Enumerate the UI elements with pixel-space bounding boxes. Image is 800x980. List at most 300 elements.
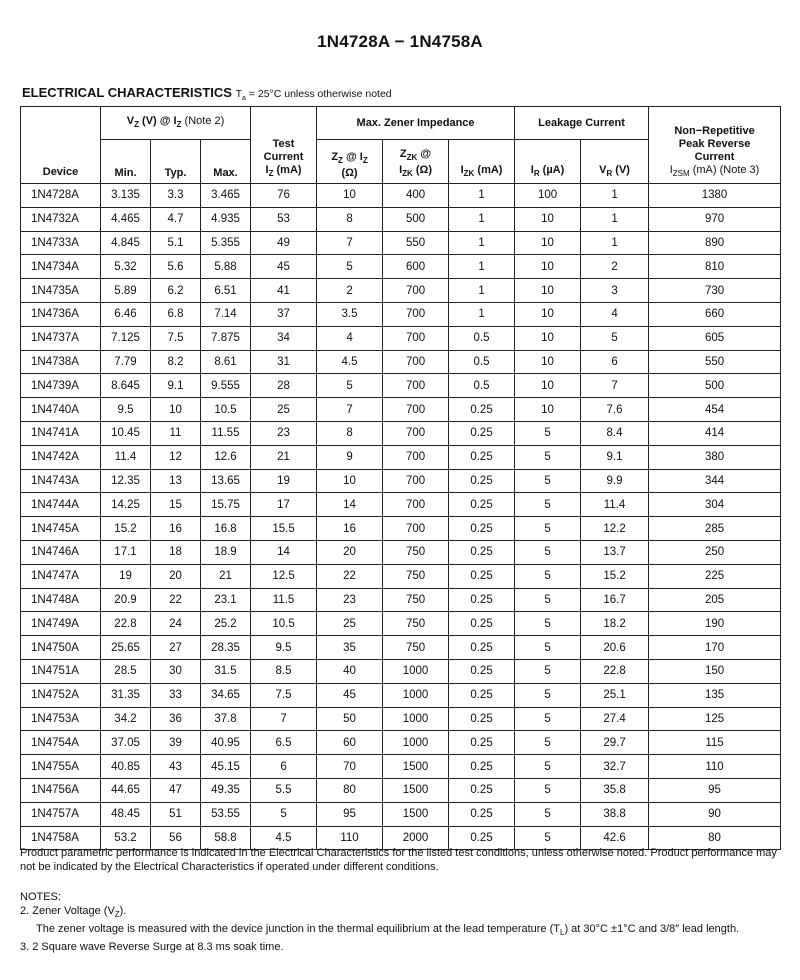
table-cell: 0.5 (449, 350, 515, 374)
table-cell: 95 (649, 778, 781, 802)
table-cell: 41 (251, 279, 317, 303)
table-cell: 32.7 (581, 755, 649, 779)
table-cell: 380 (649, 445, 781, 469)
table-row (21, 683, 781, 707)
table-cell: 6 (251, 755, 317, 779)
table-cell: 750 (383, 636, 449, 660)
table-cell: 7.79 (101, 350, 151, 374)
device-cell: 1N4743A (21, 469, 101, 493)
table-cell: 285 (649, 517, 781, 541)
table-cell: 12.5 (251, 564, 317, 588)
table-cell: 1 (449, 184, 515, 208)
table-cell: 10 (515, 374, 581, 398)
table-cell: 10 (515, 255, 581, 279)
table-cell: 49.35 (201, 778, 251, 802)
table-cell: 18 (151, 540, 201, 564)
table-cell: 6.5 (251, 731, 317, 755)
table-cell: 0.25 (449, 826, 515, 850)
table-cell: 0.25 (449, 398, 515, 422)
table-row (21, 731, 781, 755)
table-cell: 6.8 (151, 302, 201, 326)
table-cell: 5 (515, 493, 581, 517)
table-row (21, 588, 781, 612)
table-cell: 6.46 (101, 302, 151, 326)
table-cell: 70 (317, 755, 383, 779)
table-cell: 37.05 (101, 731, 151, 755)
table-cell: 205 (649, 588, 781, 612)
table-cell: 100 (515, 184, 581, 208)
table-cell: 414 (649, 421, 781, 445)
table-cell: 38.8 (581, 802, 649, 826)
table-cell: 3.3 (151, 184, 201, 208)
table-cell: 700 (383, 398, 449, 422)
table-cell: 700 (383, 421, 449, 445)
table-cell: 5.88 (201, 255, 251, 279)
table-row (21, 421, 781, 445)
table-cell: 12 (151, 445, 201, 469)
table-cell: 5.89 (101, 279, 151, 303)
table-cell: 5 (515, 469, 581, 493)
table-cell: 22 (317, 564, 383, 588)
table-cell: 9.1 (151, 374, 201, 398)
table-cell: 14 (251, 540, 317, 564)
table-row (21, 231, 781, 255)
table-cell: 5 (515, 612, 581, 636)
table-cell: 14 (317, 493, 383, 517)
table-cell: 970 (649, 207, 781, 231)
table-cell: 3 (581, 279, 649, 303)
table-row (21, 374, 781, 398)
table-cell: 37.8 (201, 707, 251, 731)
table-cell: 90 (649, 802, 781, 826)
table-cell: 31 (251, 350, 317, 374)
table-cell: 11 (151, 421, 201, 445)
col-typ: Typ. (151, 140, 201, 184)
device-cell: 1N4750A (21, 636, 101, 660)
table-cell: 7.6 (581, 398, 649, 422)
table-cell: 27.4 (581, 707, 649, 731)
col-max: Max. (201, 140, 251, 184)
table-cell: 11.4 (581, 493, 649, 517)
table-cell: 500 (383, 207, 449, 231)
table-cell: 5 (515, 778, 581, 802)
table-cell: 4 (581, 302, 649, 326)
table-cell: 5 (317, 255, 383, 279)
table-cell: 28.5 (101, 659, 151, 683)
table-cell: 37 (251, 302, 317, 326)
device-cell: 1N4756A (21, 778, 101, 802)
table-cell: 170 (649, 636, 781, 660)
table-cell: 8.2 (151, 350, 201, 374)
table-cell: 5.5 (251, 778, 317, 802)
table-cell: 5 (515, 588, 581, 612)
table-cell: 700 (383, 517, 449, 541)
table-cell: 19 (101, 564, 151, 588)
table-cell: 24 (151, 612, 201, 636)
table-cell: 1 (449, 231, 515, 255)
table-cell: 25.1 (581, 683, 649, 707)
table-cell: 4 (317, 326, 383, 350)
table-row (21, 540, 781, 564)
table-cell: 5.355 (201, 231, 251, 255)
table-cell: 1500 (383, 802, 449, 826)
table-cell: 0.5 (449, 326, 515, 350)
device-cell: 1N4735A (21, 279, 101, 303)
table-cell: 750 (383, 588, 449, 612)
table-cell: 0.25 (449, 588, 515, 612)
device-cell: 1N4755A (21, 755, 101, 779)
table-cell: 16 (151, 517, 201, 541)
table-cell: 10 (515, 231, 581, 255)
note-2-detail: The zener voltage is measured with the device junction in the thermal equilibrium at the lead temperature $(T_L)$ at 30°C ±1°C and 3/8″ lead length. (36, 923, 740, 938)
table-cell: 48.45 (101, 802, 151, 826)
table-cell: 1000 (383, 731, 449, 755)
table-cell: 58.8 (201, 826, 251, 850)
table-cell: 225 (649, 564, 781, 588)
table-cell: 10.5 (251, 612, 317, 636)
table-cell: 600 (383, 255, 449, 279)
table-cell: 12.6 (201, 445, 251, 469)
device-cell: 1N4745A (21, 517, 101, 541)
table-cell: 25.65 (101, 636, 151, 660)
table-cell: 10 (515, 302, 581, 326)
table-cell: 0.5 (449, 374, 515, 398)
col-group-vz: $V_Z$ (V) @ $I_Z$ (Note 2) (101, 107, 251, 140)
table-cell: 7.14 (201, 302, 251, 326)
table-cell: 10 (515, 326, 581, 350)
col-zzk: $Z_{ZK}$ @ $I_{ZK}$ (Ω) (383, 140, 449, 184)
table-row (21, 279, 781, 303)
table-cell: 2000 (383, 826, 449, 850)
note-3: 3. 2 Square wave Reverse Surge at 8.3 ms soak time. (20, 941, 284, 954)
col-peak-reverse-current: Non−Repetitive Peak Reverse Current $I_{ZSM}$ (mA) (Note 3) (649, 107, 781, 184)
table-cell: 1 (449, 302, 515, 326)
table-row (21, 326, 781, 350)
table-cell: 3.135 (101, 184, 151, 208)
table-cell: 0.25 (449, 659, 515, 683)
table-cell: 20 (151, 564, 201, 588)
device-cell: 1N4737A (21, 326, 101, 350)
table-cell: 700 (383, 326, 449, 350)
table-cell: 125 (649, 707, 781, 731)
table-cell: 30 (151, 659, 201, 683)
col-group-leakage: Leakage Current (515, 107, 649, 140)
table-row (21, 612, 781, 636)
device-cell: 1N4747A (21, 564, 101, 588)
table-cell: 10 (515, 350, 581, 374)
table-cell: 550 (383, 231, 449, 255)
table-cell: 190 (649, 612, 781, 636)
document-title: 1N4728A − 1N4758A (317, 32, 483, 51)
table-cell: 8 (317, 207, 383, 231)
table-cell: 28 (251, 374, 317, 398)
table-cell: 5 (581, 326, 649, 350)
table-cell: 20.9 (101, 588, 151, 612)
table-cell: 135 (649, 683, 781, 707)
table-cell: 23.1 (201, 588, 251, 612)
table-cell: 0.25 (449, 731, 515, 755)
table-cell: 4.845 (101, 231, 151, 255)
table-cell: 1 (581, 184, 649, 208)
table-cell: 7.5 (151, 326, 201, 350)
table-cell: 7 (251, 707, 317, 731)
table-cell: 16 (317, 517, 383, 541)
table-cell: 0.25 (449, 517, 515, 541)
table-cell: 34.2 (101, 707, 151, 731)
table-cell: 5 (515, 683, 581, 707)
device-cell: 1N4749A (21, 612, 101, 636)
table-cell: 53 (251, 207, 317, 231)
table-cell: 2 (581, 255, 649, 279)
table-cell: 11.55 (201, 421, 251, 445)
table-cell: 80 (649, 826, 781, 850)
table-cell: 5 (515, 636, 581, 660)
table-cell: 9.5 (101, 398, 151, 422)
table-cell: 15.2 (101, 517, 151, 541)
section-condition: $T_a = 25^\circ C$ unless otherwise noted (235, 88, 392, 103)
device-cell: 1N4736A (21, 302, 101, 326)
device-cell: 1N4732A (21, 207, 101, 231)
table-cell: 3.465 (201, 184, 251, 208)
table-cell: 1 (449, 207, 515, 231)
table-cell: 39 (151, 731, 201, 755)
table-cell: 10 (515, 279, 581, 303)
device-cell: 1N4741A (21, 421, 101, 445)
device-cell: 1N4744A (21, 493, 101, 517)
table-cell: 700 (383, 374, 449, 398)
table-cell: 2 (317, 279, 383, 303)
col-device: Device (21, 107, 101, 184)
table-cell: 17.1 (101, 540, 151, 564)
table-cell: 11.5 (251, 588, 317, 612)
table-cell: 10 (317, 469, 383, 493)
table-row (21, 636, 781, 660)
table-cell: 21 (251, 445, 317, 469)
table-cell: 730 (649, 279, 781, 303)
table-cell: 16.7 (581, 588, 649, 612)
table-cell: 21 (201, 564, 251, 588)
table-row (21, 302, 781, 326)
table-cell: 42.6 (581, 826, 649, 850)
table-cell: 40 (317, 659, 383, 683)
table-cell: 0.25 (449, 707, 515, 731)
table-cell: 1000 (383, 683, 449, 707)
table-cell: 344 (649, 469, 781, 493)
table-cell: 110 (649, 755, 781, 779)
table-row (21, 707, 781, 731)
table-cell: 1500 (383, 755, 449, 779)
table-row (21, 469, 781, 493)
table-cell: 40.85 (101, 755, 151, 779)
table-cell: 20 (317, 540, 383, 564)
table-cell: 16.8 (201, 517, 251, 541)
notes-title: NOTES: (20, 891, 61, 903)
table-cell: 22.8 (581, 659, 649, 683)
table-cell: 4.7 (151, 207, 201, 231)
table-row (21, 778, 781, 802)
table-cell: 5 (515, 707, 581, 731)
table-cell: 18.2 (581, 612, 649, 636)
table-row (21, 802, 781, 826)
col-ir: $I_R$ (µA) (515, 140, 581, 184)
section-heading (22, 85, 392, 102)
table-cell: 15.75 (201, 493, 251, 517)
table-cell: 9 (317, 445, 383, 469)
table-cell: 17 (251, 493, 317, 517)
col-test-current: Test Current $I_Z$ (mA) (251, 107, 317, 184)
table-cell: 10 (515, 207, 581, 231)
table-cell: 8.645 (101, 374, 151, 398)
table-cell: 95 (317, 802, 383, 826)
device-cell: 1N4751A (21, 659, 101, 683)
table-cell: 45 (317, 683, 383, 707)
table-cell: 5 (515, 517, 581, 541)
notes-section (20, 890, 785, 954)
table-cell: 0.25 (449, 540, 515, 564)
table-cell: 60 (317, 731, 383, 755)
table-cell: 13.7 (581, 540, 649, 564)
table-row (21, 445, 781, 469)
device-cell: 1N4740A (21, 398, 101, 422)
table-cell: 53.55 (201, 802, 251, 826)
table-cell: 10.45 (101, 421, 151, 445)
table-cell: 5 (515, 731, 581, 755)
table-cell: 25.2 (201, 612, 251, 636)
table-cell: 8.61 (201, 350, 251, 374)
table-cell: 53.2 (101, 826, 151, 850)
device-cell: 1N4734A (21, 255, 101, 279)
table-body (21, 184, 781, 850)
table-cell: 5.1 (151, 231, 201, 255)
table-cell: 660 (649, 302, 781, 326)
table-row (21, 207, 781, 231)
electrical-characteristics-table (20, 106, 781, 850)
table-cell: 1 (581, 231, 649, 255)
table-row (21, 398, 781, 422)
table-cell: 304 (649, 493, 781, 517)
table-cell: 700 (383, 469, 449, 493)
table-cell: 6.51 (201, 279, 251, 303)
table-cell: 5 (317, 374, 383, 398)
table-cell: 890 (649, 231, 781, 255)
table-cell: 20.6 (581, 636, 649, 660)
table-cell: 10 (317, 184, 383, 208)
table-cell: 6 (581, 350, 649, 374)
table-cell: 13 (151, 469, 201, 493)
table-row (21, 659, 781, 683)
table-cell: 4.5 (251, 826, 317, 850)
table-cell: 45.15 (201, 755, 251, 779)
table-cell: 10 (151, 398, 201, 422)
table-cell: 12.35 (101, 469, 151, 493)
table-cell: 0.25 (449, 612, 515, 636)
table-row (21, 350, 781, 374)
table-cell: 9.9 (581, 469, 649, 493)
table-cell: 22.8 (101, 612, 151, 636)
table-cell: 19 (251, 469, 317, 493)
table-cell: 454 (649, 398, 781, 422)
table-cell: 5.32 (101, 255, 151, 279)
table-cell: 5 (515, 826, 581, 850)
device-cell: 1N4728A (21, 184, 101, 208)
table-cell: 10.5 (201, 398, 251, 422)
table-cell: 15.2 (581, 564, 649, 588)
table-cell: 1500 (383, 778, 449, 802)
table-cell: 5 (515, 540, 581, 564)
table-cell: 750 (383, 612, 449, 636)
table-cell: 33 (151, 683, 201, 707)
table-cell: 51 (151, 802, 201, 826)
table-cell: 4.5 (317, 350, 383, 374)
table-cell: 550 (649, 350, 781, 374)
device-cell: 1N4746A (21, 540, 101, 564)
table-cell: 700 (383, 493, 449, 517)
table-row (21, 184, 781, 208)
table-cell: 4.935 (201, 207, 251, 231)
table-cell: 0.25 (449, 802, 515, 826)
table-cell: 76 (251, 184, 317, 208)
device-cell: 1N4753A (21, 707, 101, 731)
table-row (21, 564, 781, 588)
table-cell: 1000 (383, 659, 449, 683)
performance-note: Product parametric performance is indicated in the Electrical Characteristics for the listed test conditions, unless otherwise noted. Product performance may not be indicated by the Electrical Characteristics if operated under different conditions. (20, 847, 777, 873)
table-cell: 5 (515, 659, 581, 683)
table-cell: 29.7 (581, 731, 649, 755)
device-cell: 1N4754A (21, 731, 101, 755)
table-cell: 5.6 (151, 255, 201, 279)
device-cell: 1N4758A (21, 826, 101, 850)
table-cell: 700 (383, 445, 449, 469)
table-row (21, 755, 781, 779)
device-cell: 1N4748A (21, 588, 101, 612)
table-cell: 31.5 (201, 659, 251, 683)
col-min: Min. (101, 140, 151, 184)
table-cell: 56 (151, 826, 201, 850)
table-cell: 150 (649, 659, 781, 683)
table-cell: 3.5 (317, 302, 383, 326)
table-cell: 7.125 (101, 326, 151, 350)
table-cell: 1380 (649, 184, 781, 208)
table-cell: 750 (383, 564, 449, 588)
table-cell: 22 (151, 588, 201, 612)
table-cell: 28.35 (201, 636, 251, 660)
table-cell: 0.25 (449, 421, 515, 445)
table-cell: 15 (151, 493, 201, 517)
table-cell: 7 (317, 231, 383, 255)
device-cell: 1N4733A (21, 231, 101, 255)
table-cell: 36 (151, 707, 201, 731)
table-cell: 1 (449, 255, 515, 279)
table-cell: 5 (515, 421, 581, 445)
table-cell: 9.1 (581, 445, 649, 469)
table-cell: 50 (317, 707, 383, 731)
table-cell: 27 (151, 636, 201, 660)
device-cell: 1N4739A (21, 374, 101, 398)
note-2: 2. Zener Voltage $(V_Z)$. (20, 905, 127, 920)
table-cell: 7.875 (201, 326, 251, 350)
table-row (21, 517, 781, 541)
table-cell: 13.65 (201, 469, 251, 493)
table-cell: 700 (383, 279, 449, 303)
table-cell: 7 (317, 398, 383, 422)
table-cell: 5 (515, 802, 581, 826)
table-cell: 1000 (383, 707, 449, 731)
table-cell: 750 (383, 540, 449, 564)
table-cell: 45 (251, 255, 317, 279)
table-cell: 605 (649, 326, 781, 350)
table-cell: 43 (151, 755, 201, 779)
table-cell: 5 (515, 755, 581, 779)
